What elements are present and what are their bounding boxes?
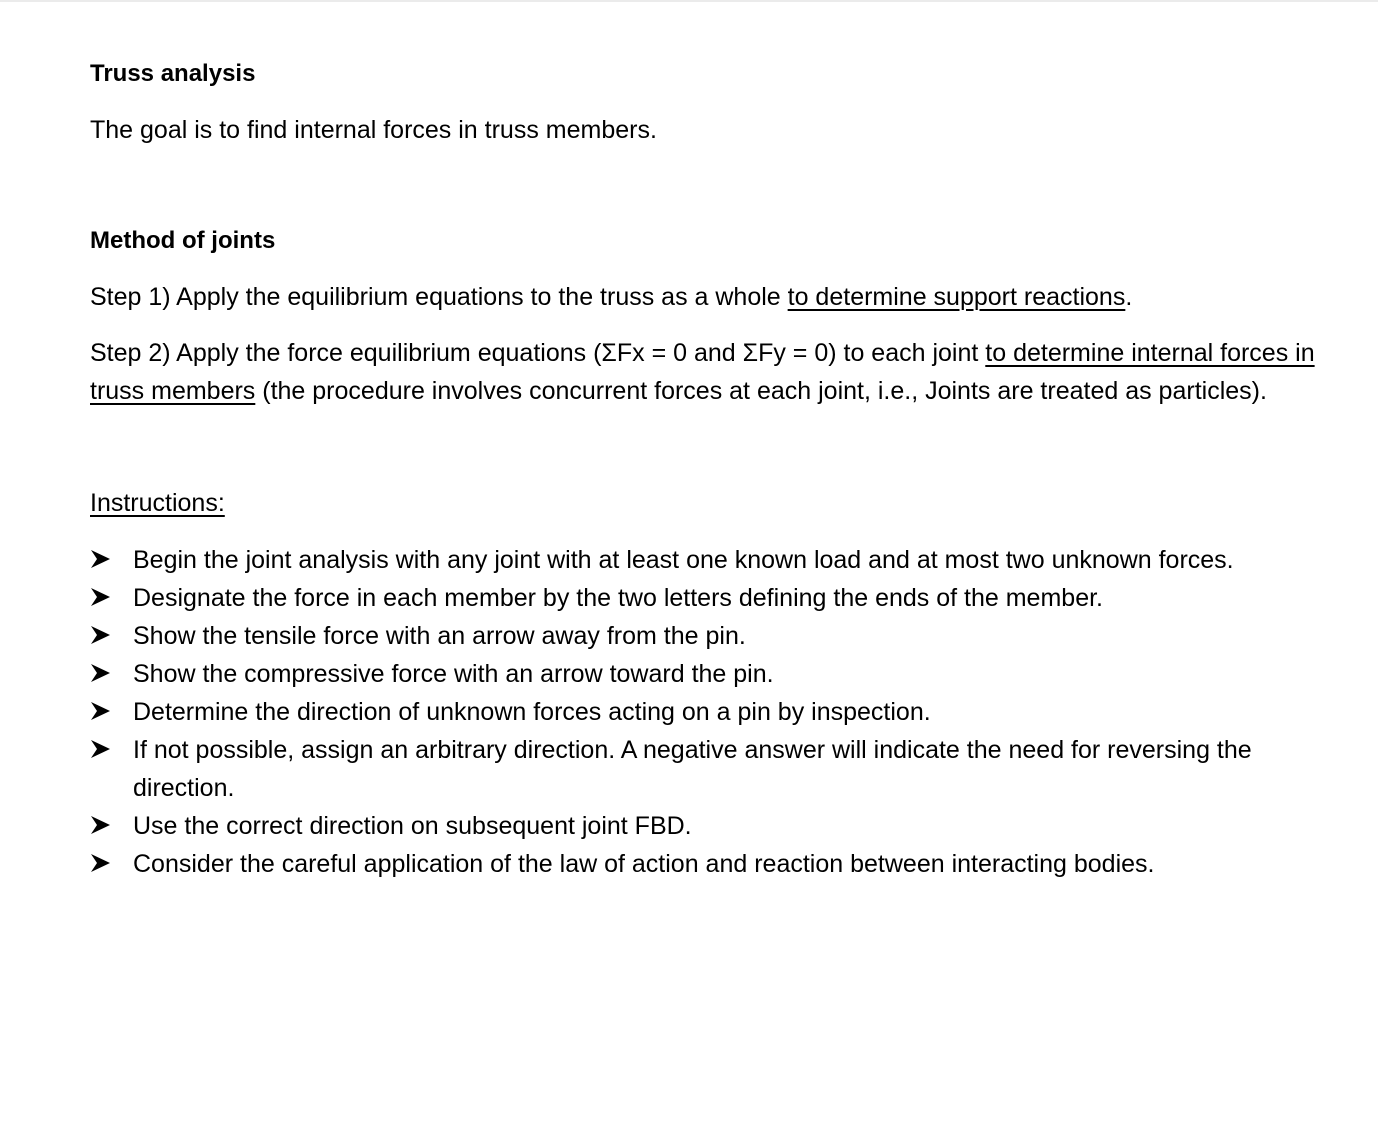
step-1-underlined-text: to determine support reactions	[787, 283, 1126, 311]
instructions-heading: Instructions:	[90, 489, 225, 517]
instruction-item	[90, 807, 1330, 845]
instruction-item	[90, 845, 1330, 883]
step-1-paragraph	[90, 278, 1330, 316]
goal-paragraph: The goal is to find internal forces in truss members.	[90, 116, 657, 144]
instruction-item	[90, 541, 1330, 579]
step-1-suffix: .	[1125, 283, 1133, 311]
instructions-list	[90, 541, 1330, 883]
instruction-item	[90, 693, 1330, 731]
instruction-item	[90, 731, 1330, 807]
arrowhead-bullet-icon	[90, 664, 110, 682]
arrowhead-bullet-icon	[90, 702, 110, 720]
instruction-item	[90, 579, 1330, 617]
instruction-text: If not possible, assign an arbitrary direction. A negative answer will indicate the need for reversing the direction.	[133, 736, 1252, 802]
arrowhead-bullet-icon	[90, 740, 110, 758]
arrowhead-bullet-icon	[90, 588, 110, 606]
step-2-suffix: (the procedure involves concurrent forces at each joint, i.e., Joints are treated as particles).	[255, 377, 1267, 405]
instruction-text: Consider the careful application of the law of action and reaction between interacting bodies.	[133, 850, 1155, 878]
instruction-text: Show the compressive force with an arrow toward the pin.	[133, 660, 774, 688]
method-of-joints-heading: Method of joints	[90, 227, 276, 254]
arrowhead-bullet-icon	[90, 550, 110, 568]
step-1-text: Step 1) Apply the equilibrium equations to the truss as a whole	[90, 283, 788, 311]
instruction-text: Designate the force in each member by the two letters defining the ends of the member.	[133, 584, 1103, 612]
step-2-text: Step 2) Apply the force equilibrium equations (ΣFx = 0 and ΣFy = 0) to each joint	[90, 339, 986, 367]
instruction-text: Show the tensile force with an arrow away from the pin.	[133, 622, 746, 650]
step-2-underlined-text: to determine internal forces in truss members	[90, 339, 1315, 405]
document-title: Truss analysis	[90, 60, 256, 87]
arrowhead-bullet-icon	[90, 626, 110, 644]
instruction-text: Begin the joint analysis with any joint with at least one known load and at most two unknown forces.	[133, 546, 1234, 574]
arrowhead-bullet-icon	[90, 816, 110, 834]
arrowhead-bullet-icon	[90, 854, 110, 872]
page-top-border	[0, 0, 1378, 2]
step-2-paragraph	[90, 334, 1330, 410]
instruction-text: Determine the direction of unknown forces acting on a pin by inspection.	[133, 698, 931, 726]
instruction-item	[90, 617, 1330, 655]
instruction-text: Use the correct direction on subsequent joint FBD.	[133, 812, 692, 840]
document-body	[90, 56, 1330, 883]
instruction-item	[90, 655, 1330, 693]
